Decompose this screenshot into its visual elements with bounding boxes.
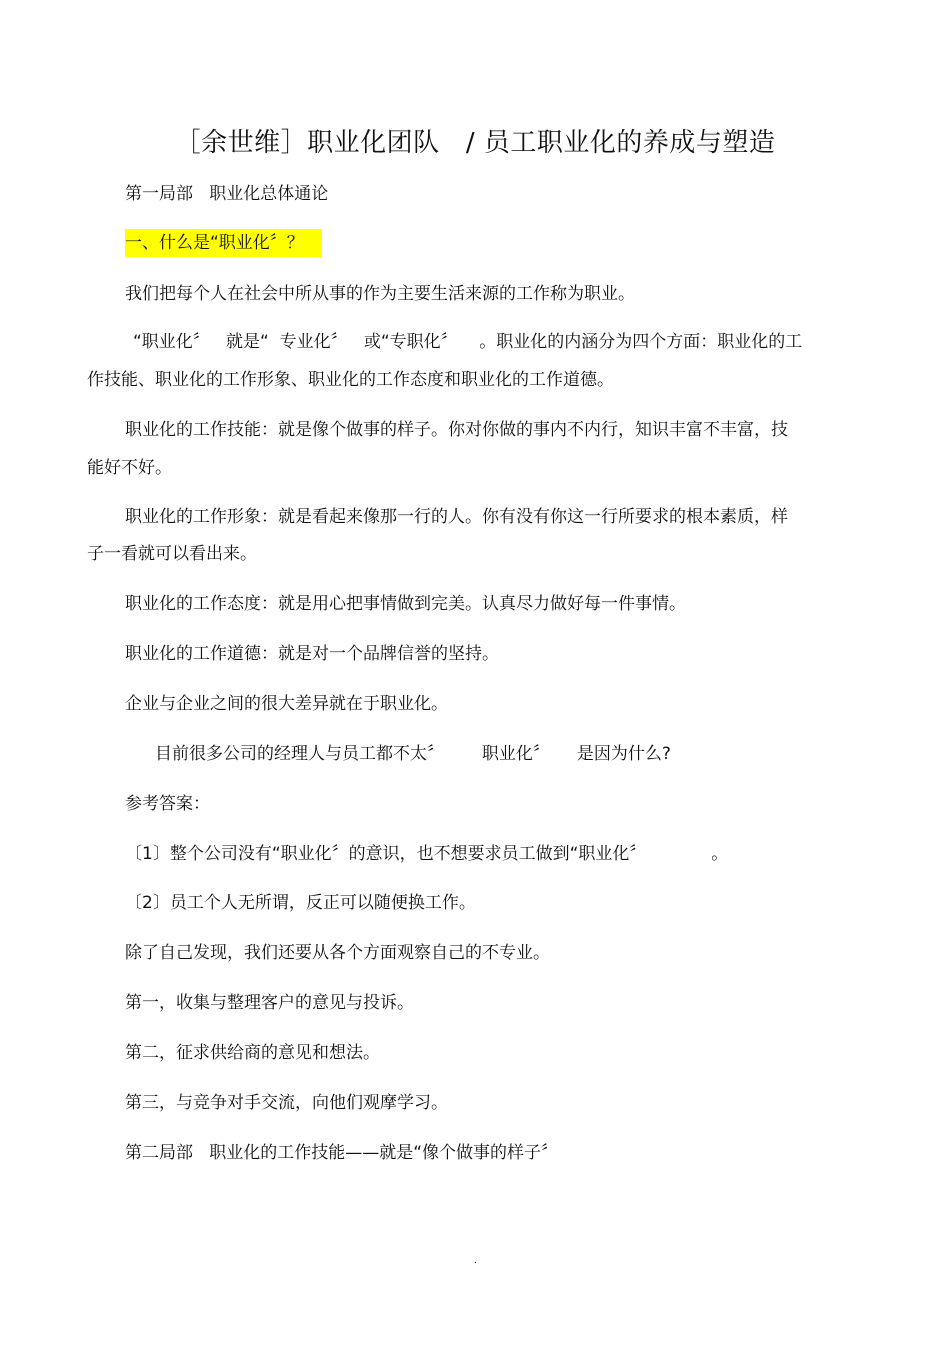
section-heading-1: 第一局部 职业化总体通论 bbox=[125, 184, 329, 204]
footer-dot: . bbox=[474, 1255, 478, 1266]
paragraph-line: 除了自己发现，我们还要从各个方面观察自己的不专业。 bbox=[125, 943, 550, 963]
answer-item-1: 〔1〕整个公司没有“职业化〞的意识，也不想要求员工做到“职业化〞 。 bbox=[125, 844, 729, 864]
paragraph-line: 子一看就可以看出来。 bbox=[87, 544, 257, 564]
paragraph-line: “职业化〞 就是“ 专业化〞 或“专职化〞 。职业化的内涵分为四个方面：职业化的工 bbox=[133, 332, 803, 352]
paragraph-line: 企业与企业之间的很大差异就在于职业化。 bbox=[125, 694, 448, 714]
answer-item-2: 〔2〕员工个人无所谓，反正可以随便换工作。 bbox=[125, 893, 476, 913]
paragraph-line: 职业化的工作态度：就是用心把事情做到完美。认真尽力做好每一件事情。 bbox=[125, 594, 686, 614]
highlighted-subheading: 一、什么是“职业化〞？ bbox=[125, 229, 322, 257]
subheading-what-is bbox=[125, 232, 322, 254]
paragraph-line: 作技能、职业化的工作形象、职业化的工作态度和职业化的工作道德。 bbox=[87, 370, 614, 390]
list-item-second: 第二，征求供给商的意见和想法。 bbox=[125, 1043, 380, 1063]
document-title: ［余世维］职业化团队 / 员工职业化的养成与塑造 bbox=[174, 128, 776, 158]
list-item-first: 第一，收集与整理客户的意见与投诉。 bbox=[125, 993, 414, 1013]
question-line: 目前很多公司的经理人与员工都不太〞 职业化〞 是因为什么? bbox=[155, 744, 671, 764]
paragraph-line: 能好不好。 bbox=[87, 458, 172, 478]
section-heading-2: 第二局部 职业化的工作技能——就是“像个做事的样子〞 bbox=[125, 1143, 559, 1163]
paragraph-line: 职业化的工作形象：就是看起来像那一行的人。你有没有你这一行所要求的根本素质，样 bbox=[125, 507, 788, 527]
paragraph-line: 职业化的工作道德：就是对一个品牌信誉的坚持。 bbox=[125, 644, 499, 664]
list-item-third: 第三，与竞争对手交流，向他们观摩学习。 bbox=[125, 1093, 448, 1113]
paragraph-line: 职业化的工作技能：就是像个做事的样子。你对你做的事内不内行，知识丰富不丰富，技 bbox=[125, 420, 788, 440]
paragraph-line: 我们把每个人在社会中所从事的作为主要生活来源的工作称为职业。 bbox=[125, 284, 635, 304]
answer-heading: 参考答案： bbox=[125, 794, 210, 814]
